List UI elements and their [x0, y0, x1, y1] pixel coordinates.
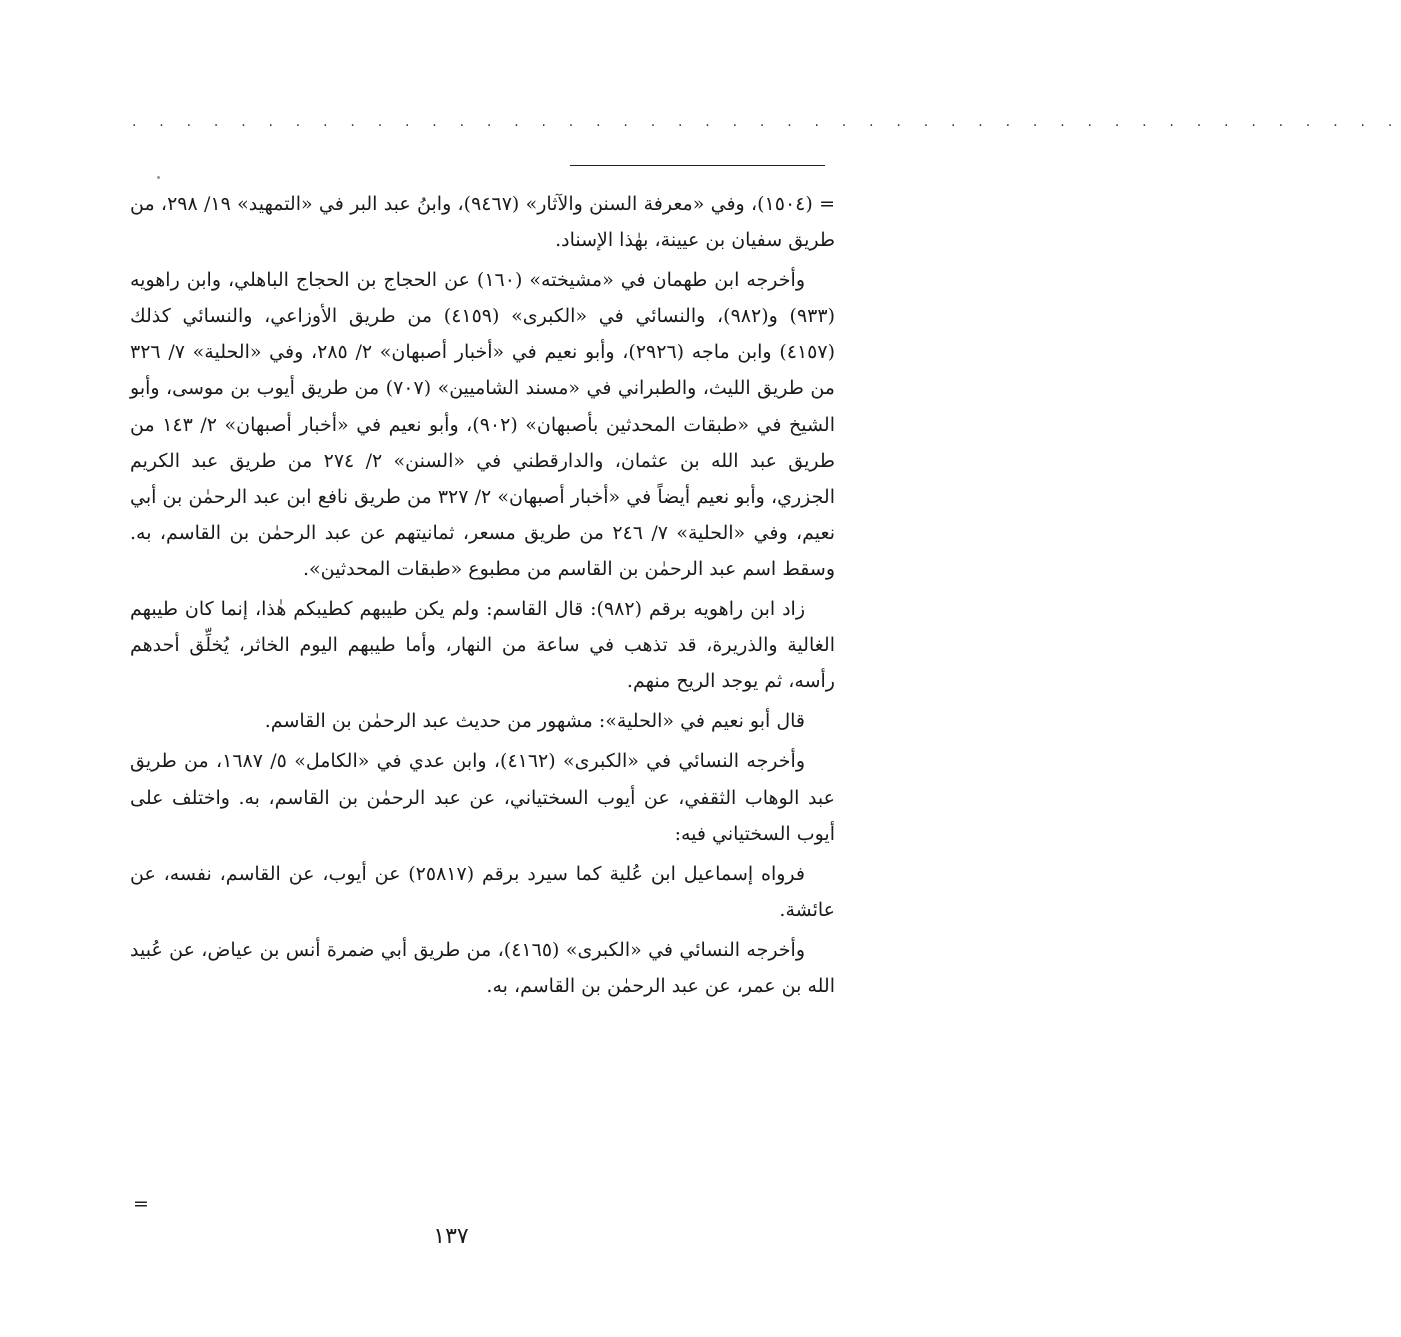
footnote-body	[130, 186, 835, 1008]
paragraph: وأخرجه النسائي في «الكبرى» (٤١٦٥)، من طريق أبي ضمرة أنس بن عياض، عن عُبيد الله بن عمر، عن عبد الرحمٰن بن القاسم، به.	[130, 938, 835, 997]
page-number: ١٣٧	[433, 1224, 469, 1249]
paragraph: زاد ابن راهويه برقم (٩٨٢): قال القاسم: ولم يكن طيبهم كطيبكم هٰذا، إنما كان طيبهم الغالية والذريرة، قد تذهب في ساعة من النهار، وأما طيبهم اليوم الخاثر، يُخلِّق أحدهم رأسه، ثم يوجد الريح منهم.	[130, 598, 835, 693]
footnote-separator-rule	[570, 165, 825, 166]
paragraph: فرواه إسماعيل ابن عُلية كما سيرد برقم (٢٥٨١٧) عن أيوب، عن القاسم، نفسه، عن عائشة.	[130, 862, 835, 921]
paragraph: وأخرجه النسائي في «الكبرى» (٤١٦٢)، وابن عدي في «الكامل» ٥/ ١٦٨٧، من طريق عبد الوهاب الثقفي، عن أيوب السختياني، عن عبد الرحمٰن بن القاسم، به. واختلف على أيوب السختياني فيه:	[130, 750, 835, 845]
paragraph: = (١٥٠٤)، وفي «معرفة السنن والآثار» (٩٤٦٧)، وابنُ عبد البر في «التمهيد» ١٩/ ٢٩٨، من طريق سفيان بن عيينة، بهٰذا الإسناد.	[130, 193, 836, 252]
print-speck	[157, 176, 160, 179]
paragraph: وأخرجه ابن طهمان في «مشيخته» (١٦٠) عن الحجاج بن الحجاج الباهلي، وابن راهويه (٩٣٣) و(٩٨٢)، والنسائي في «الكبرى» (٤١٥٩) من طريق الأوزاعي، والنسائي كذلك (٤١٥٧) وابن ماجه (٢٩٢٦)، وأبو نعيم في «أخبار أصبهان» ٢/ ٢٨٥، وفي «الحلية» ٧/ ٣٢٦ من طريق الليث، والطبراني في «مسند الشاميين» (٧٠٧) من طريق أيوب بن موسى، وأبو الشيخ في «طبقات المحدثين بأصبهان» (٩٠٢)، وأبو نعيم في «أخبار أصبهان» ٢/ ١٤٣ من طريق عبد الله بن عثمان، والدارقطني في «السنن» ٢/ ٢٧٤ من طريق عبد الكريم الجزري، وأبو نعيم أيضاً في «أخبار أصبهان» ٢/ ٣٢٧ من طريق نافع ابن عبد الرحمٰن بن أبي نعيم، وفي «الحلية» ٧/ ٢٤٦ من طريق مسعر، ثمانيتهم عن عبد الرحمٰن بن القاسم، به. وسقط اسم عبد الرحمٰن بن القاسم من مطبوع «طبقات المحدثين».	[130, 269, 836, 580]
footnote-separator-dots: . . . . . . . . . . . . . . . . . . . . . . . . . . . . . . . . . . . . . . . . . . . . . . .	[132, 114, 1401, 130]
paragraph: قال أبو نعيم في «الحلية»: مشهور من حديث عبد الرحمٰن بن القاسم.	[264, 710, 805, 733]
continuation-mark: =	[133, 1193, 149, 1215]
